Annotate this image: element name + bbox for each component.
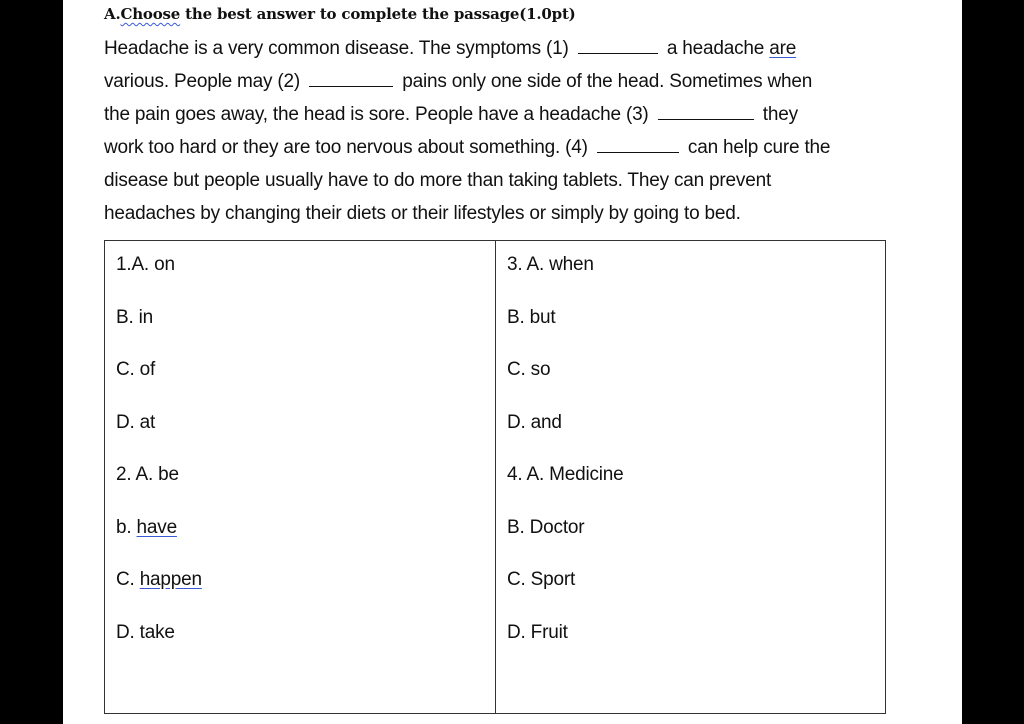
option-2c: C. happen [116, 569, 202, 590]
blank-3 [658, 105, 754, 120]
answer-options-table [104, 240, 886, 714]
passage-text: Headache is a very common disease. The symptoms (1) [104, 38, 569, 59]
heading-prefix: A. [104, 5, 121, 23]
option-1b: B. in [116, 306, 154, 328]
passage-text: pains only one side of the head. Sometimes when [402, 71, 813, 92]
passage-line-5: disease but people usually have to do more than taking tablets. They can prevent [104, 170, 772, 191]
heading-rest: the best answer to complete the passage(1.0pt) [180, 5, 576, 23]
option-4a: 4. A. Medicine [507, 464, 624, 485]
option-3c: C. so [507, 359, 551, 380]
option-1c: C. of [116, 359, 156, 380]
passage-grammar-flag: are [769, 38, 797, 59]
option-4c: C. Sport [507, 569, 576, 590]
passage-line-3 [104, 98, 894, 131]
blank-1 [578, 39, 658, 54]
option-2b: b. have [116, 516, 177, 538]
option-1d: D. at [116, 411, 156, 433]
option-1a: 1.A. on [116, 254, 175, 275]
passage-line-6: headaches by changing their diets or their lifestyles or simply by going to bed. [104, 203, 741, 224]
option-3a: 3. A. when [507, 254, 594, 275]
passage-text: a headache [666, 38, 765, 59]
passage-text: they [762, 104, 798, 125]
option-4b: B. Doctor [507, 516, 585, 538]
blank-2 [309, 72, 393, 87]
options-column-right [495, 241, 885, 713]
option-3d: D. and [507, 411, 562, 433]
passage [104, 32, 894, 230]
option-3b: B. but [507, 306, 556, 328]
passage-line-1 [104, 32, 894, 65]
option-2d: D. take [116, 621, 175, 643]
document-page [63, 0, 962, 724]
option-4d: D. Fruit [507, 621, 568, 643]
heading-spellcheck-word: Choose [120, 5, 181, 23]
options-column-left [105, 241, 495, 713]
exercise-heading [104, 5, 576, 23]
passage-text: can help cure the [687, 137, 831, 158]
option-2a: 2. A. be [116, 464, 179, 485]
passage-text: work too hard or they are too nervous about something. (4) [104, 137, 588, 158]
passage-line-2 [104, 65, 894, 98]
passage-line-4 [104, 131, 894, 164]
blank-4 [597, 138, 679, 153]
passage-text: various. People may (2) [104, 71, 301, 92]
passage-text: the pain goes away, the head is sore. People have a headache (3) [104, 104, 649, 125]
